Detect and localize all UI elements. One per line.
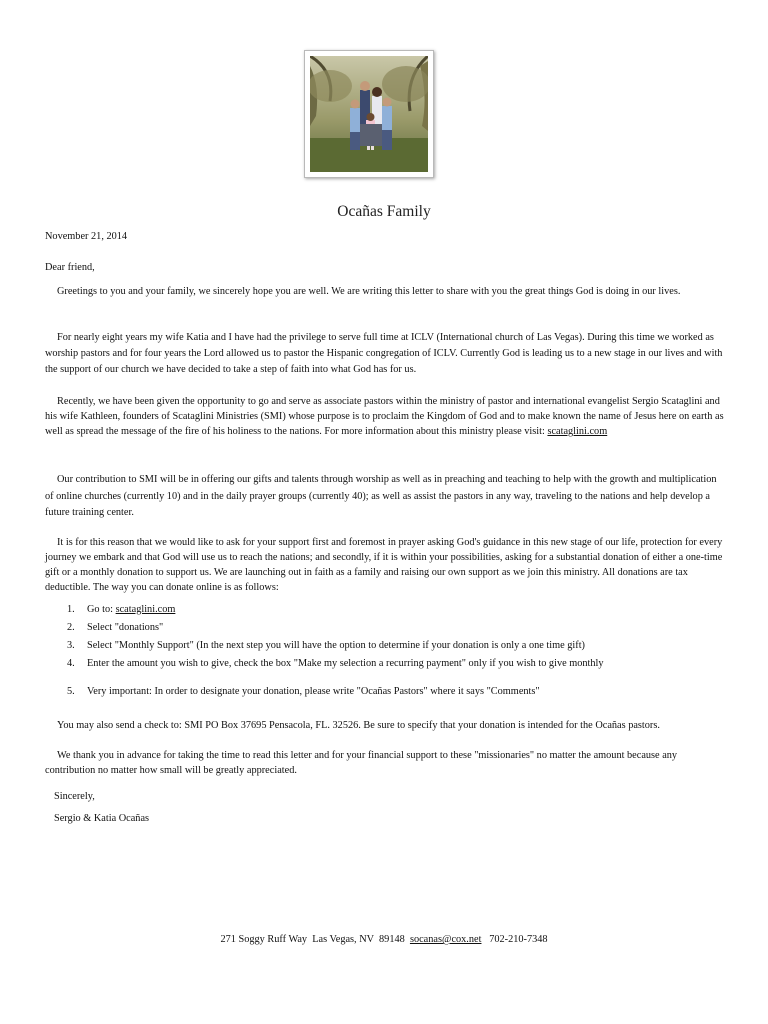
list-item: 1. Go to: scataglini.com (67, 604, 176, 615)
paragraph-opportunity (45, 394, 725, 439)
salutation: Dear friend, (45, 262, 95, 273)
donation-steps-list (45, 601, 725, 701)
footer-phone: 702-210-7348 (481, 934, 548, 945)
list-item: 2. Select "donations" (67, 622, 164, 633)
scataglini-link[interactable]: scataglini.com (115, 604, 176, 615)
signature: Sergio & Katia Ocañas (54, 813, 150, 824)
paragraph-greeting: Greetings to you and your family, we sincerely hope you are well. We are writing this letter to share with you the great things God is doing in our lives. (57, 286, 681, 297)
list-item: 5. Very important: In order to designate your donation, please write "Ocañas Pastors" where it says "Comments" (67, 686, 540, 697)
closing: Sincerely, (54, 791, 95, 802)
page-title: Ocañas Family (337, 203, 431, 220)
paragraph-opportunity-text: Recently, we have been given the opportunity to go and serve as associate pastors within the ministry of pastor and international evangelist Sergio Scataglini and his wife Kathleen, founders of Scataglini Ministries (SMI) whose purpose is to proclaim the Kingdom of God and to make known the name of Jesus here on earth as well as spread the message of the fire of his holiness to the nations. For more information about this ministry please visit: (45, 396, 724, 437)
family-photo (304, 50, 434, 178)
footer-address: 271 Soggy Ruff Way Las Vegas, NV 89148 (220, 934, 410, 945)
paragraph-contribution: Our contribution to SMI will be in offering our gifts and talents through worship as well as in preaching and teaching to help with the growth and multiplication of online churches (currently 10) and in the daily prayer groups (currently 40); as well as assist the pastors in any way, traveling to the nations and help develop a future training center. (45, 474, 717, 518)
footer-email-link[interactable]: socanas@cox.net (409, 934, 482, 945)
paragraph-check: You may also send a check to: SMI PO Box 37695 Pensacola, FL. 32526. Be sure to specify that your donation is intended for the Ocañas pastors. (57, 720, 660, 731)
scataglini-link[interactable]: scataglini.com (547, 426, 608, 437)
paragraph-background: For nearly eight years my wife Katia and I have had the privilege to serve full time at ICLV (International church of Las Vegas). During this time we worked as worship pastors and for four years the Lord allowed us to pastor the Hispanic congregation of ICLV. Currently God is leading us to a new stage in our lives and with the support of our church we have decided to take a step of faith into what God has for us. (45, 332, 723, 375)
list-item: 4. Enter the amount you wish to give, check the box "Make my selection a recurring payment" only if you wish to give monthly (67, 658, 604, 669)
paragraph-request: It is for this reason that we would like to ask for your support first and foremost in prayer asking God's guidance in this new stage of our life, protection for every journey we embark and that God will use us to reach the nations; and secondly, if it is within your possibilities, asking for a substantial donation of either a one-time gift or a monthly donation to support us. We are launching out in faith as a family and raising our own support as we join this ministry. All donations are tax deductible. The way you can donate online is as follows: (45, 537, 723, 593)
paragraph-thanks: We thank you in advance for taking the time to read this letter and for your financial support to these "missionaries" no matter the amount because any contribution no matter how small will be greatly appreciated. (45, 750, 678, 776)
list-item: 3. Select "Monthly Support" (In the next step you will have the option to determine if your donation is only a one time gift) (67, 640, 585, 651)
footer-contact (0, 932, 768, 947)
family-photo-image (310, 56, 428, 172)
letter-date: November 21, 2014 (45, 231, 128, 242)
